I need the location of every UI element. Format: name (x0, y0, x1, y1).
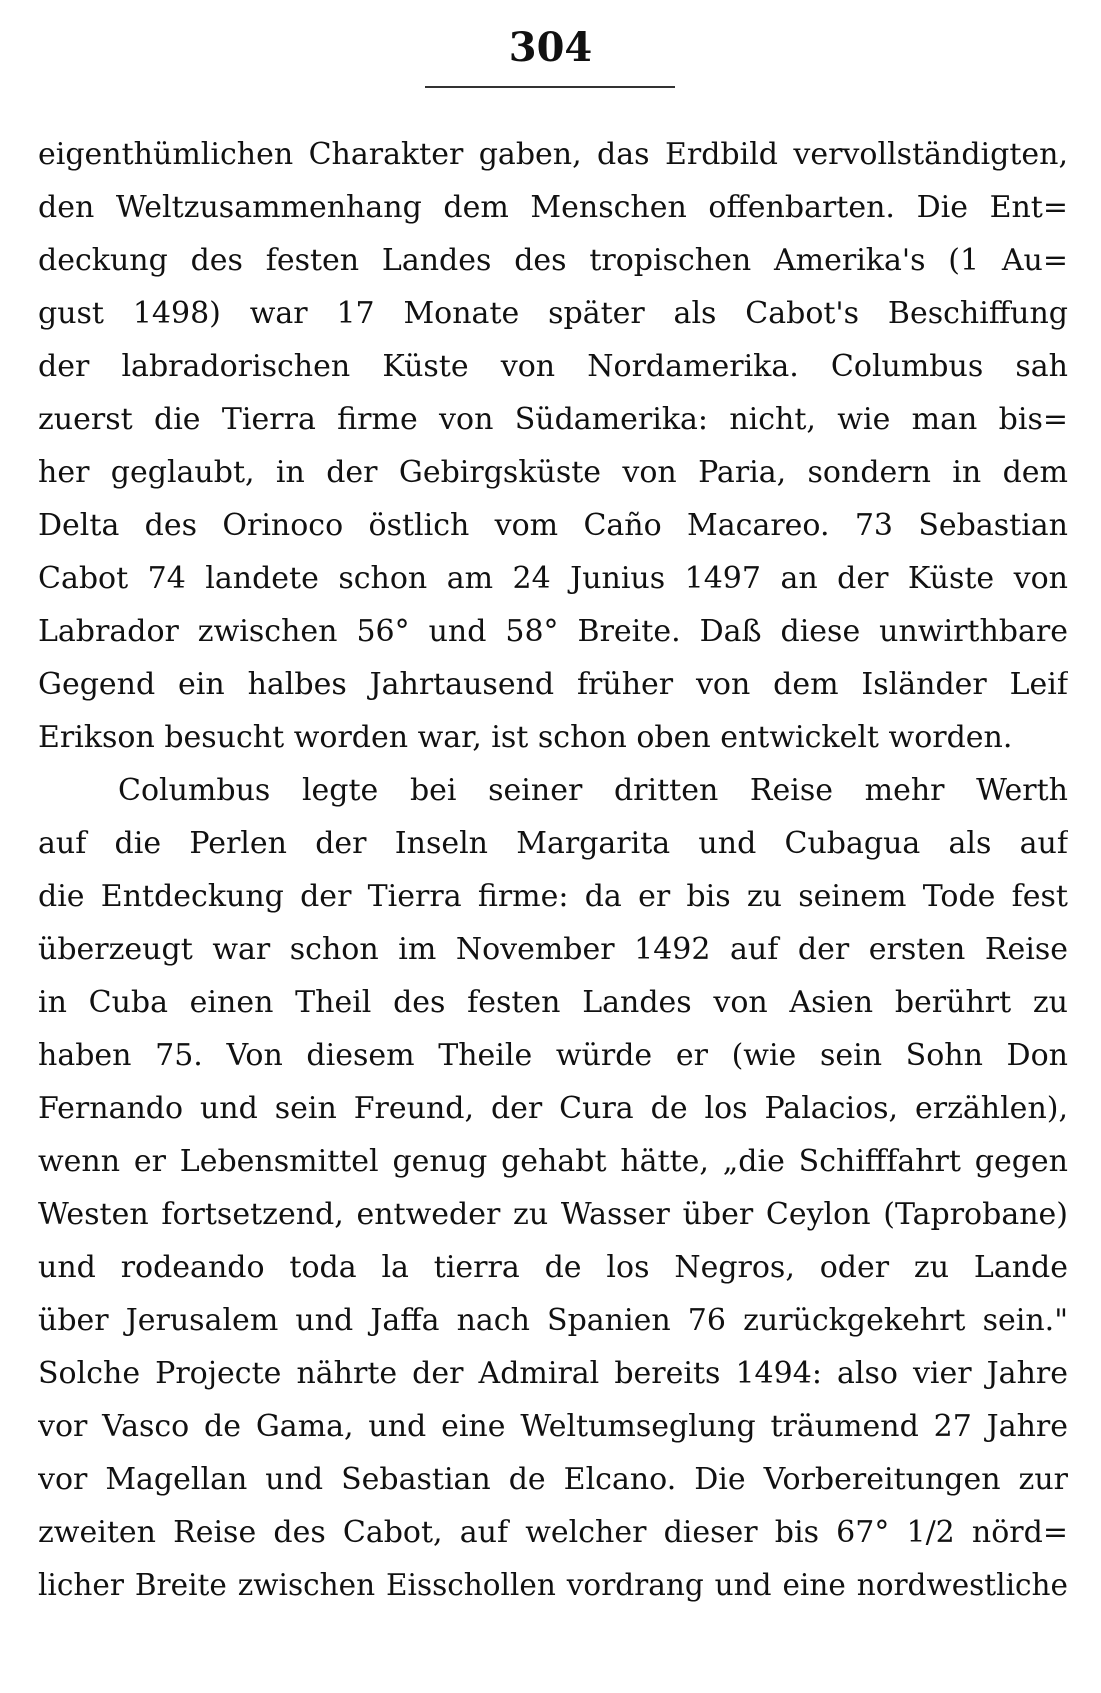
text-line: und rodeando toda la tierra de los Negros, oder zu Lande (38, 1250, 1068, 1285)
text-line: Columbus legte bei seiner dritten Reise mehr Werth (118, 773, 1068, 808)
text-line: über Jerusalem und Jaffa nach Spanien 76 zurückgekehrt sein." (38, 1303, 1068, 1338)
text-line: die Entdeckung der Tierra firme: da er bis zu seinem Tode fest (38, 879, 1068, 914)
text-line: überzeugt war schon im November 1492 auf der ersten Reise (38, 932, 1068, 967)
text-line: eigenthümlichen Charakter gaben, das Erdbild vervollständigten, (38, 137, 1068, 172)
text-line: deckung des festen Landes des tropischen Amerika's (1 Au= (38, 243, 1068, 278)
text-line: wenn er Lebensmittel genug gehabt hätte, „die Schifffahrt gegen (38, 1144, 1068, 1179)
text-line: Labrador zwischen 56° und 58° Breite. Daß diese unwirthbare (38, 614, 1068, 649)
text-line: gust 1498) war 17 Monate später als Cabot's Beschiffung (38, 296, 1068, 331)
text-line: zweiten Reise des Cabot, auf welcher dieser bis 67° 1/2 nörd= (38, 1515, 1068, 1550)
text-line: licher Breite zwischen Eisschollen vordrang und eine nordwestliche (38, 1568, 1068, 1602)
text-line: Fernando und sein Freund, der Cura de los Palacios, erzählen), (38, 1091, 1068, 1126)
text-line: her geglaubt, in der Gebirgsküste von Paria, sondern in dem (38, 455, 1068, 490)
text-line: auf die Perlen der Inseln Margarita und Cubagua als auf (38, 826, 1068, 861)
text-line: zuerst die Tierra firme von Südamerika: nicht, wie man bis= (38, 402, 1068, 437)
text-line: haben 75. Von diesem Theile würde er (wie sein Sohn Don (38, 1038, 1068, 1073)
text-line: Gegend ein halbes Jahrtausend früher von dem Isländer Leif (38, 667, 1068, 702)
text-line: vor Magellan und Sebastian de Elcano. Die Vorbereitungen zur (38, 1462, 1068, 1497)
text-line: Westen fortsetzend, entweder zu Wasser über Ceylon (Taprobane) (38, 1197, 1068, 1232)
text-line: Delta des Orinoco östlich vom Caño Macareo. 73 Sebastian (38, 508, 1068, 543)
text-line: Cabot 74 landete schon am 24 Junius 1497 an der Küste von (38, 561, 1068, 596)
text-line: Solche Projecte nährte der Admiral bereits 1494: also vier Jahre (38, 1356, 1068, 1391)
text-line: in Cuba einen Theil des festen Landes von Asien berührt zu (38, 985, 1068, 1020)
header-rule (425, 86, 675, 88)
page-number: 304 (508, 24, 593, 71)
text-line: der labradorischen Küste von Nordamerika. Columbus sah (38, 349, 1068, 384)
text-line: den Weltzusammenhang dem Menschen offenbarten. Die Ent= (38, 190, 1068, 225)
text-line: Erikson besucht worden war, ist schon oben entwickelt worden. (38, 720, 1013, 755)
body-text (38, 128, 1068, 1612)
text-line: vor Vasco de Gama, und eine Weltumseglung träumend 27 Jahre (38, 1409, 1068, 1444)
